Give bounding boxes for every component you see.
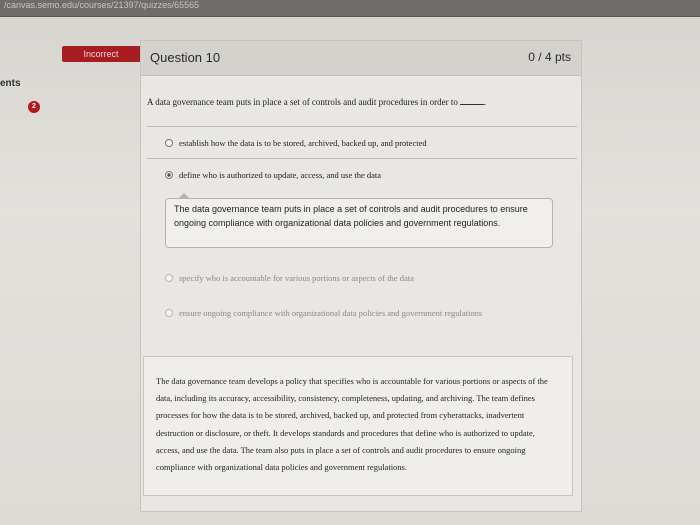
radio-unchecked-icon[interactable] bbox=[165, 274, 173, 282]
answer-option-3[interactable] bbox=[165, 273, 414, 283]
answer-label: establish how the data is to be stored, archived, backed up, and protected bbox=[179, 138, 427, 148]
answer-option-2[interactable] bbox=[165, 170, 381, 180]
general-explanation bbox=[143, 356, 573, 496]
answer-option-4[interactable] bbox=[165, 308, 482, 318]
divider bbox=[147, 126, 577, 127]
answer-feedback-comment bbox=[165, 198, 553, 248]
browser-bar bbox=[0, 0, 700, 17]
radio-unchecked-icon[interactable] bbox=[165, 139, 173, 147]
answer-option-1[interactable] bbox=[165, 138, 427, 148]
divider bbox=[147, 158, 577, 159]
radio-unchecked-icon[interactable] bbox=[165, 309, 173, 317]
incorrect-status-tab: Incorrect bbox=[62, 46, 140, 62]
question-prompt-text: A data governance team puts in place a set of controls and audit procedures in order to bbox=[147, 97, 458, 107]
answer-label: define who is authorized to update, access, and use the data bbox=[179, 170, 382, 180]
answer-label: specify who is accountable for various portions or aspects of the data bbox=[179, 273, 414, 283]
question-title: Question 10 bbox=[150, 50, 221, 65]
question-prompt: A data governance team puts in place a set of controls and audit procedures in order to . bbox=[147, 97, 487, 107]
question-points: 0 / 4 pts bbox=[528, 50, 571, 64]
answer-label: ensure ongoing compliance with organizational data policies and government regulations bbox=[179, 308, 483, 318]
url-text[interactable]: /canvas.semo.edu/courses/21397/quizzes/65565 bbox=[4, 0, 200, 10]
question-header bbox=[141, 41, 581, 76]
answer-blank bbox=[460, 104, 484, 105]
question-card bbox=[140, 40, 582, 512]
comment-arrow-icon bbox=[178, 193, 190, 199]
sidebar-partial-label[interactable]: ents bbox=[0, 78, 21, 89]
radio-checked-icon[interactable] bbox=[165, 171, 173, 179]
explanation-text: The data governance team develops a policy that specifies who is accountable for various portions or aspects of the data, including its accuracy, accessibility, consistency, completeness, updating, and archiving. The team defines processes for how the data is to be stored, archived, backed up, and protected from cyberattacks, inadvertent destruction or disclosure, or theft. It develops standards and procedures that define who is authorized to update, access, and use the data. The team also puts in place a set of controls and audit procedures to ensure ongoing compliance with organizational data policies and government regulations. bbox=[156, 376, 548, 473]
feedback-text: The data governance team puts in place a set of controls and audit procedures to ensure ongoing compliance with organizational data policies and government regulations. bbox=[174, 204, 528, 228]
sidebar-badge: 2 bbox=[28, 101, 40, 113]
